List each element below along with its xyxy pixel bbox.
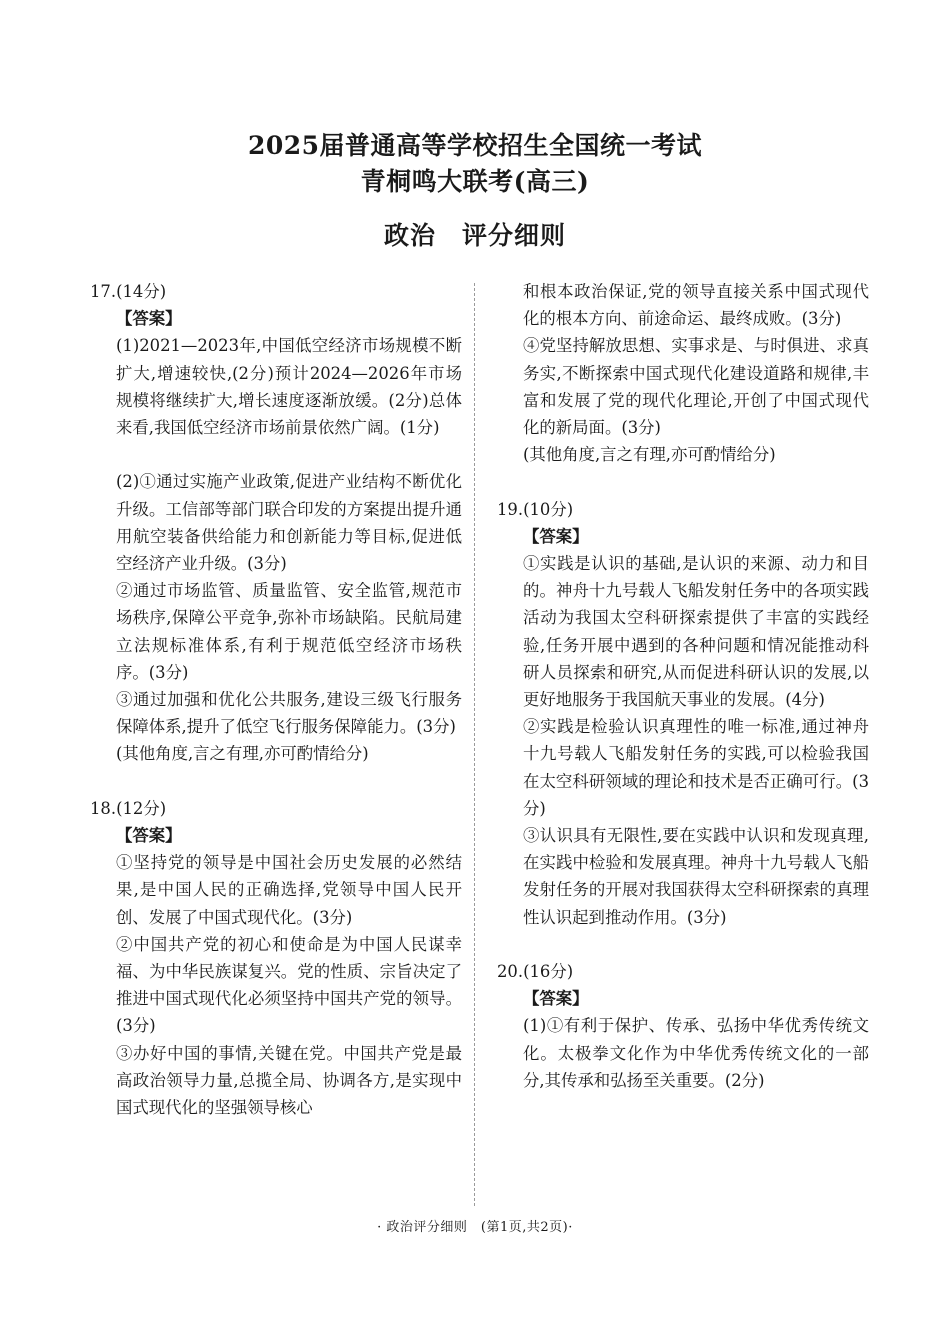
answer-label: 【答案】 xyxy=(523,989,589,1009)
question-19 xyxy=(497,496,869,931)
answer-paragraph: (1)2021—2023年,中国低空经济市场规模不断扩大,增速较快,(2分)预计2024—2026年市场规模将继续扩大,增长速度逐渐放缓。(2分)总体来看,我国低空经济市场前景依然广阔。(1分) xyxy=(116,336,462,438)
question-18 xyxy=(90,795,462,1121)
answer-paragraph: ③办好中国的事情,关键在党。中国共产党是最高政治领导力量,总揽全局、协调各方,是实现中国式现代化的坚强领导核心 xyxy=(116,1043,462,1118)
answer-paragraph: ②实践是检验认识真理性的唯一标准,通过神舟十九号载人飞船发射任务的实践,可以检验我国在太空科研领域的理论和技术是否正确可行。(3分) xyxy=(523,717,869,818)
question-number: 17.(14分) xyxy=(90,282,167,301)
exam-subtitle: 青桐鸣大联考(高三) xyxy=(360,167,590,196)
document-title: 政治 评分细则 xyxy=(383,221,566,250)
answer-paragraph: ③通过加强和优化公共服务,建设三级飞行服务保障体系,提升了低空飞行服务保障能力。(3分) xyxy=(116,690,462,737)
answer-label: 【答案】 xyxy=(116,826,182,846)
question-number: 18.(12分) xyxy=(90,798,167,818)
answer-paragraph: ②通过市场监管、质量监管、安全监管,规范市场秩序,保障公平竞争,弥补市场缺陷。民航局建立法规标准体系,有利于规范低空经济市场秩序。(3分) xyxy=(116,581,462,682)
spacer xyxy=(497,931,869,958)
question-20 xyxy=(497,958,869,1094)
answer-paragraph: ③认识具有无限性,要在实践中认识和发现真理,在实践中检验和发展真理。神舟十九号载人飞船发射任务的开展对我国获得太空科研探索的真理性认识起到推动作用。(3分) xyxy=(523,826,869,927)
answer-paragraph: (1)①有利于保护、传承、弘扬中华优秀传统文化。太极拳文化作为中华优秀传统文化的一部分,其传承和弘扬至关重要。(2分) xyxy=(523,1016,869,1090)
answer-label: 【答案】 xyxy=(116,309,182,329)
page-footer: · 政治评分细则 (第1页,共2页)· xyxy=(377,1220,573,1235)
answer-paragraph: (2)①通过实施产业政策,促进产业结构不断优化升级。工信部等部门联合印发的方案提出提升通用航空装备供给能力和创新能力等目标,促进低空经济产业升级。(3分) xyxy=(116,472,462,574)
spacer xyxy=(497,468,869,495)
answer-paragraph: ①实践是认识的基础,是认识的来源、动力和目的。神舟十九号载人飞船发射任务中的各项实践活动为我国太空科研探索提供了丰富的实践经验,任务开展中遇到的各种问题和情况能推动科研人员探索和研究,从而促进科研认识的发展,以更好地服务于我国航天事业的发展。(4分) xyxy=(523,554,869,710)
column-divider xyxy=(474,283,475,1206)
question-17 xyxy=(90,278,462,768)
spacer xyxy=(90,768,462,795)
answer-note: (其他角度,言之有理,亦可酌情给分) xyxy=(116,744,369,764)
right-column xyxy=(497,278,869,1094)
answer-paragraph: ②中国共产党的初心和使命是为中国人民谋幸福、为中华民族谋复兴。党的性质、宗旨决定了推进中国式现代化必须坚持中国共产党的领导。(3分) xyxy=(116,934,462,1036)
spacer xyxy=(90,441,462,468)
answer-paragraph: 和根本政治保证,党的领导直接关系中国式现代化的根本方向、前途命运、最终成败。(3分) xyxy=(523,282,869,329)
answer-paragraph: ①坚持党的领导是中国社会历史发展的必然结果,是中国人民的正确选择,党领导中国人民开创、发展了中国式现代化。(3分) xyxy=(116,853,462,927)
answer-label: 【答案】 xyxy=(523,526,589,546)
question-18-continued xyxy=(497,278,869,468)
left-column xyxy=(90,278,462,1121)
question-number: 19.(10分) xyxy=(497,499,574,519)
exam-title: 2025届普通高等学校招生全国统一考试 xyxy=(247,131,703,160)
answer-note: (其他角度,言之有理,亦可酌情给分) xyxy=(523,445,776,465)
answer-paragraph: ④党坚持解放思想、实事求是、与时俱进、求真务实,不断探索中国式现代化建设道路和规律,丰富和发展了党的现代化理论,开创了中国式现代化的新局面。(3分) xyxy=(523,336,869,438)
question-number: 20.(16分) xyxy=(497,962,574,982)
